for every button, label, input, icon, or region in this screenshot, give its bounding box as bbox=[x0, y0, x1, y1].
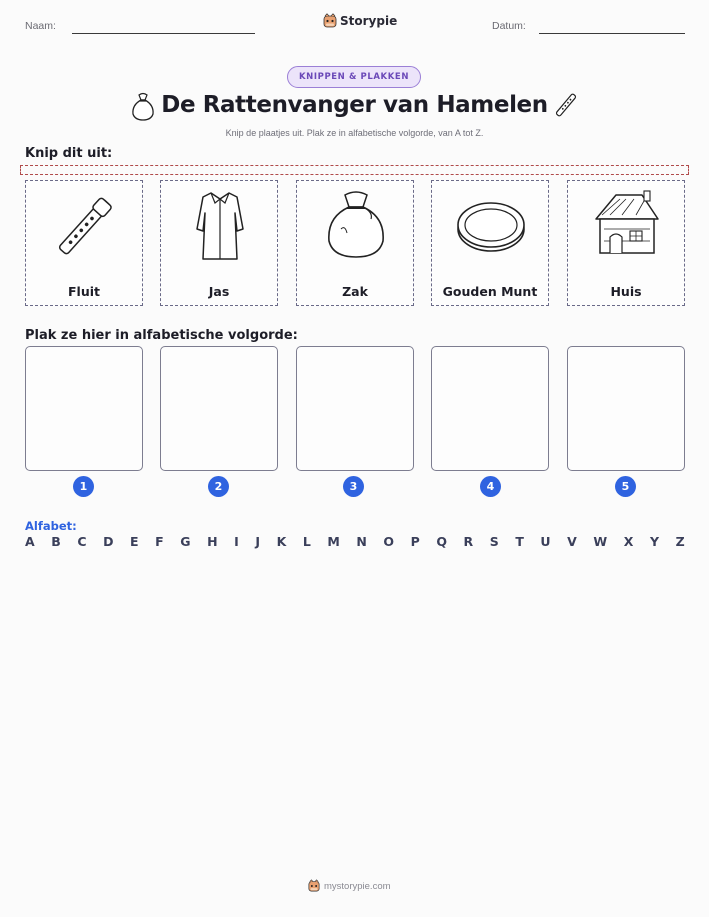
paste-slot[interactable] bbox=[160, 346, 278, 471]
alphabet-letter: J bbox=[255, 534, 260, 549]
brand-name: Storypie bbox=[340, 14, 398, 28]
card-label: Zak bbox=[342, 284, 368, 299]
slot-number: 5 bbox=[615, 476, 636, 497]
instructions: Knip de plaatjes uit. Plak ze in alfabetische volgorde, van A tot Z. bbox=[225, 128, 484, 138]
storypie-mascot-icon bbox=[323, 13, 337, 29]
coin-icon bbox=[456, 189, 526, 259]
alphabet-title: Alfabet: bbox=[25, 519, 77, 533]
alphabet-letter: F bbox=[155, 534, 164, 549]
flute-icon bbox=[50, 189, 120, 259]
paste-slot[interactable] bbox=[25, 346, 143, 471]
alphabet-letter: R bbox=[463, 534, 474, 549]
paste-slot[interactable] bbox=[296, 346, 414, 471]
footer bbox=[308, 879, 391, 893]
paste-heading: Plak ze hier in alfabetische volgorde: bbox=[25, 328, 298, 343]
picture-card[interactable] bbox=[25, 180, 143, 306]
name-label: Naam: bbox=[25, 20, 56, 32]
cut-line bbox=[20, 165, 689, 175]
slot-number: 4 bbox=[480, 476, 501, 497]
alphabet-letter: B bbox=[51, 534, 61, 549]
brand-logo bbox=[323, 13, 397, 29]
alphabet-letter: U bbox=[540, 534, 551, 549]
picture-card[interactable] bbox=[296, 180, 414, 306]
alphabet-row bbox=[25, 534, 685, 549]
flute-icon bbox=[552, 90, 580, 120]
alphabet-letter: O bbox=[383, 534, 395, 549]
alphabet-letter: H bbox=[207, 534, 218, 549]
cut-heading: Knip dit uit: bbox=[25, 146, 113, 161]
alphabet-letter: D bbox=[103, 534, 114, 549]
card-label: Jas bbox=[208, 284, 230, 299]
date-label: Datum: bbox=[492, 20, 526, 32]
alphabet-letter: E bbox=[130, 534, 139, 549]
sack-icon bbox=[321, 189, 391, 261]
alphabet-letter: N bbox=[356, 534, 367, 549]
card-label: Fluit bbox=[68, 284, 100, 299]
picture-card[interactable] bbox=[567, 180, 685, 306]
coat-icon bbox=[185, 189, 255, 261]
card-label: Huis bbox=[610, 284, 642, 299]
alphabet-letter: A bbox=[25, 534, 35, 549]
paste-slot[interactable] bbox=[567, 346, 685, 471]
alphabet-letter: Q bbox=[436, 534, 447, 549]
alphabet-letter: Y bbox=[649, 534, 659, 549]
alphabet-letter: P bbox=[410, 534, 420, 549]
alphabet-letter: S bbox=[489, 534, 499, 549]
slot-number: 1 bbox=[73, 476, 94, 497]
alphabet-letter: C bbox=[77, 534, 87, 549]
alphabet-letter: W bbox=[593, 534, 608, 549]
slot-number: 3 bbox=[343, 476, 364, 497]
alphabet-letter: X bbox=[623, 534, 634, 549]
page-title: De Rattenvanger van Hamelen bbox=[161, 92, 548, 118]
alphabet-letter: T bbox=[515, 534, 524, 549]
alphabet-letter: G bbox=[180, 534, 191, 549]
name-line bbox=[72, 33, 255, 34]
date-line bbox=[539, 33, 685, 34]
alphabet-letter: L bbox=[302, 534, 311, 549]
slot-number: 2 bbox=[208, 476, 229, 497]
footer-url[interactable]: mystorypie.com bbox=[324, 880, 391, 892]
picture-card[interactable] bbox=[431, 180, 549, 306]
alphabet-letter: M bbox=[327, 534, 340, 549]
picture-card[interactable] bbox=[160, 180, 278, 306]
alphabet-letter: V bbox=[567, 534, 577, 549]
activity-badge: KNIPPEN & PLAKKEN bbox=[287, 66, 421, 88]
alphabet-letter: K bbox=[276, 534, 287, 549]
paste-slot[interactable] bbox=[431, 346, 549, 471]
card-label: Gouden Munt bbox=[442, 284, 538, 299]
house-icon bbox=[592, 189, 662, 259]
alphabet-letter: I bbox=[234, 534, 239, 549]
storypie-mascot-icon bbox=[308, 879, 320, 893]
alphabet-letter: Z bbox=[675, 534, 685, 549]
